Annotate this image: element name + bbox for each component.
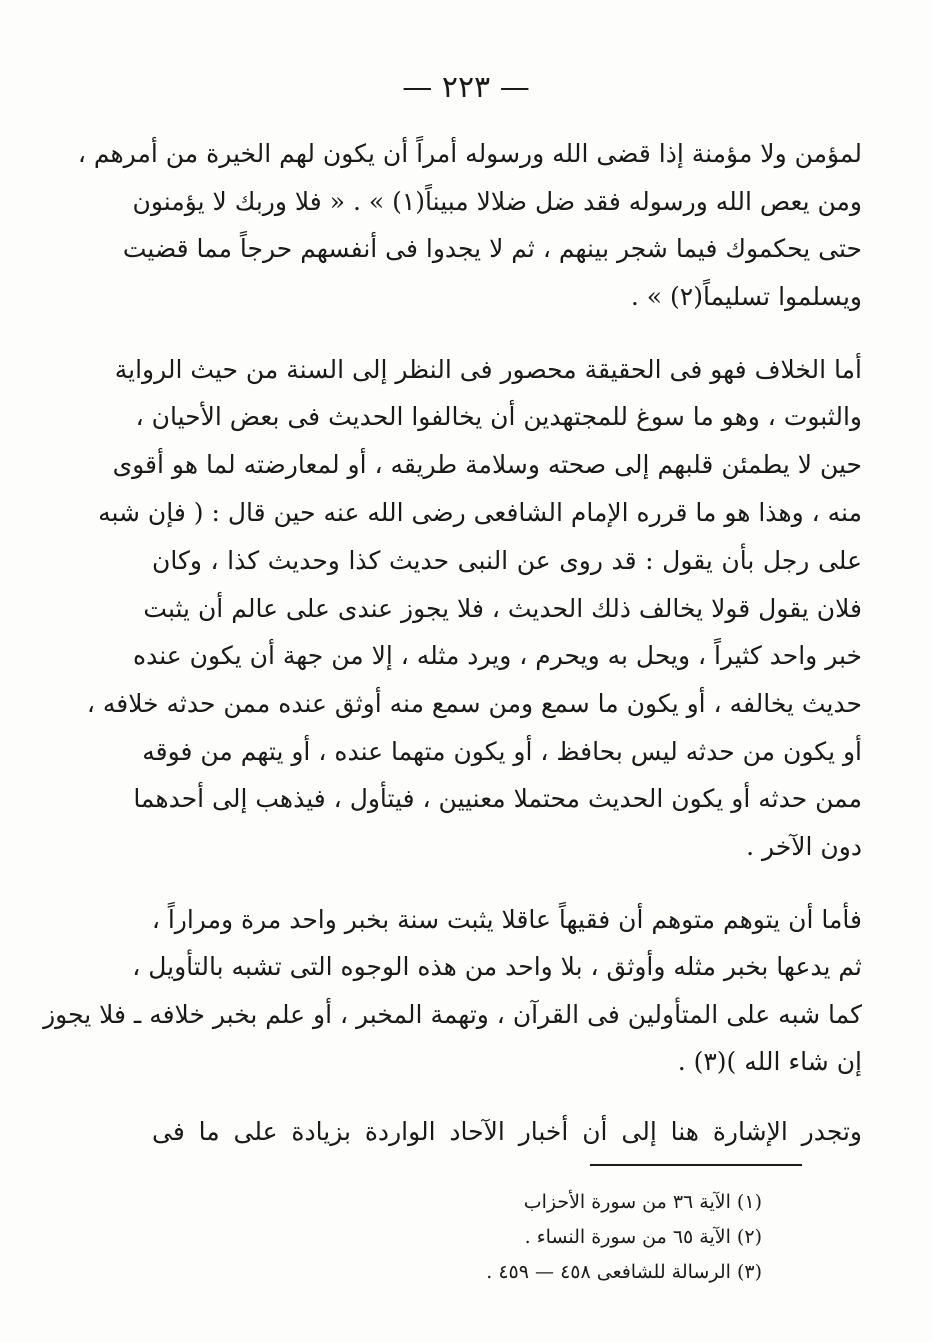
body-line: كما شبه على المتأولين فى القرآن ، وتهمة المخبر ، أو علم بخبر خلافه ـ فلا يجوز [43,1000,862,1029]
footnote: (١) الآية ٣٦ من سورة الأحزاب [523,1191,762,1213]
body-line: منه ، وهذا هو ما قرره الإمام الشافعى رضى الله عنه حين قال : ( فإن شبه [98,498,862,527]
body-line: خبر واحد كثيراً ، ويحل به ويحرم ، ويرد مثله ، إلا من جهة أن يكون عنده [133,641,862,670]
footnote: (٣) الرسالة للشافعى ٤٥٨ — ٤٥٩ . [486,1261,762,1283]
body-line: ممن حدثه أو يكون الحديث محتملا معنيين ، فيتأول ، فيذهب إلى أحدهما [133,784,862,813]
body-line: والثبوت ، وهو ما سوغ للمجتهدين أن يخالفوا الحديث فى بعض الأحيان ، [135,402,862,431]
body-line: على رجل بأن يقول : قد روى عن النبى حديث كذا وحديث كذا ، وكان [152,546,862,575]
body-line: ثم يدعها بخبر مثله وأوثق ، بلا واحد من هذه الوجوه التى تشبه بالتأويل ، [132,952,862,981]
page-number: — ٢٢٣ — [402,70,530,105]
body-line: لمؤمن ولا مؤمنة إذا قضى الله ورسوله أمراً أن يكون لهم الخيرة من أمرهم ، [77,139,862,168]
body-line: حتى يحكموك فيما شجر بينهم ، ثم لا يجدوا فى أنفسهم حرجاً مما قضيت [122,234,862,263]
body-line: فأما أن يتوهم متوهم أن فقيهاً عاقلا يثبت سنة بخبر واحد مرة ومراراً ، [151,905,862,934]
body-line: أو يكون من حدثه ليس بحافظ ، أو يكون متهما عنده ، أو يتهم من فوقه [142,737,862,766]
body-line: فلان يقول قولا يخالف ذلك الحديث ، فلا يجوز عندى على عالم أن يثبت [143,594,862,623]
footnote: (٢) الآية ٦٥ من سورة النساء . [524,1226,762,1248]
body-line: حين لا يطمئن قلبهم إلى صحته وسلامة طريقه ، أو لمعارضته لما هو أقوى [112,450,862,479]
body-line: حديث يخالفه ، أو يكون ما سمع ومن سمع منه أوثق عنده ممن حدثه خلافه ، [86,689,862,718]
body-line: وتجدر الإشارة هنا إلى أن أخبار الآحاد الواردة بزيادة على ما فى [152,1117,863,1146]
body-line: ومن يعص الله ورسوله فقد ضل ضلالا مبيناً(١) » . « فلا وربك لا يؤمنون [132,187,862,216]
body-line: دون الآخر . [746,832,862,861]
footnote-divider [590,1164,802,1166]
body-line: إن شاء الله )(٣) . [677,1047,862,1076]
body-line: ويسلموا تسليماً(٢) » . [630,282,862,311]
body-line: أما الخلاف فهو فى الحقيقة محصور فى النظر إلى السنة من حيث الرواية [114,355,862,384]
